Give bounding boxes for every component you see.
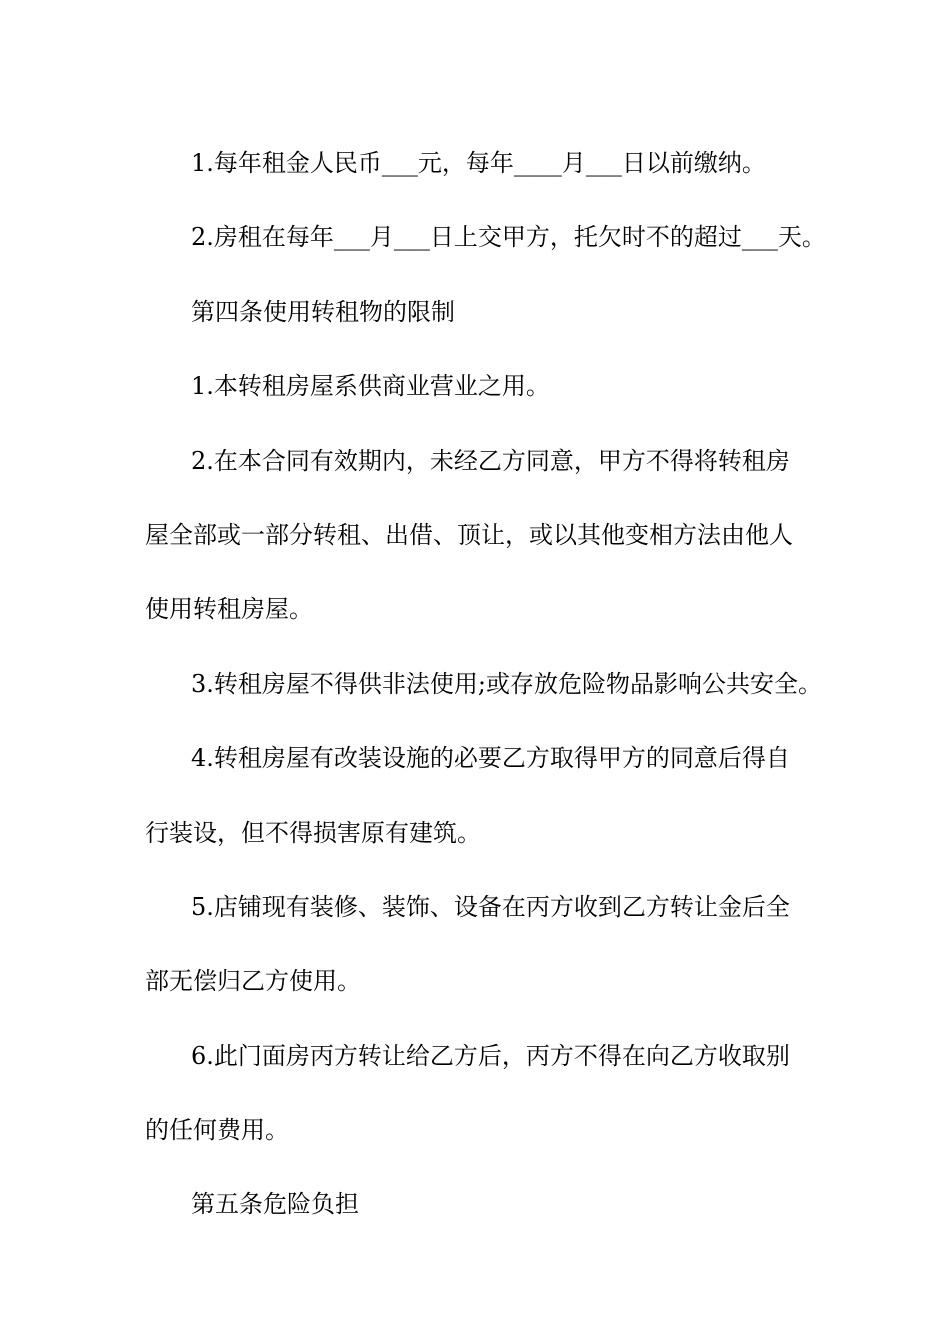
clause-4-item-5-line-1: 5.店铺现有装修、装饰、设备在丙方收到乙方转让金后全 — [191, 892, 790, 921]
clause-4-item-4-line-1: 4.转租房屋有改装设施的必要乙方取得甲方的同意后得自 — [191, 744, 790, 773]
clause-4-item-2-line-2: 屋全部或一部分转租、出借、顶让，或以其他变相方法由他人 — [145, 520, 793, 549]
clause-4-item-6-line-2: 的任何费用。 — [145, 1116, 289, 1145]
clause-4-item-6-line-1: 6.此门面房丙方转让给乙方后，丙方不得在向乙方收取别 — [191, 1041, 790, 1070]
clause-3-item-2: 2.房租在每年___月___日上交甲方，托欠时不的超过___天。 — [191, 223, 826, 252]
clause-4-item-1: 1.本转租房屋系供商业营业之用。 — [191, 372, 550, 401]
clause-3-item-1: 1.每年租金人民币___元，每年____月___日以前缴纳。 — [191, 149, 766, 177]
section-heading-article-5: 第五条危险负担 — [191, 1190, 359, 1219]
clause-4-item-3: 3.转租房屋不得供非法使用;或存放危险物品影响公共安全。 — [191, 669, 822, 698]
clause-4-item-5-line-2: 部无偿归乙方使用。 — [145, 967, 361, 996]
section-heading-article-4: 第四条使用转租物的限制 — [191, 297, 455, 326]
document-body — [145, 126, 826, 1242]
clause-4-item-2-line-1: 2.在本合同有效期内，未经乙方同意，甲方不得将转租房 — [191, 446, 790, 475]
clause-4-item-4-line-2: 行装设，但不得损害原有建筑。 — [145, 818, 481, 847]
clause-4-item-2-line-3: 使用转租房屋。 — [145, 595, 313, 624]
